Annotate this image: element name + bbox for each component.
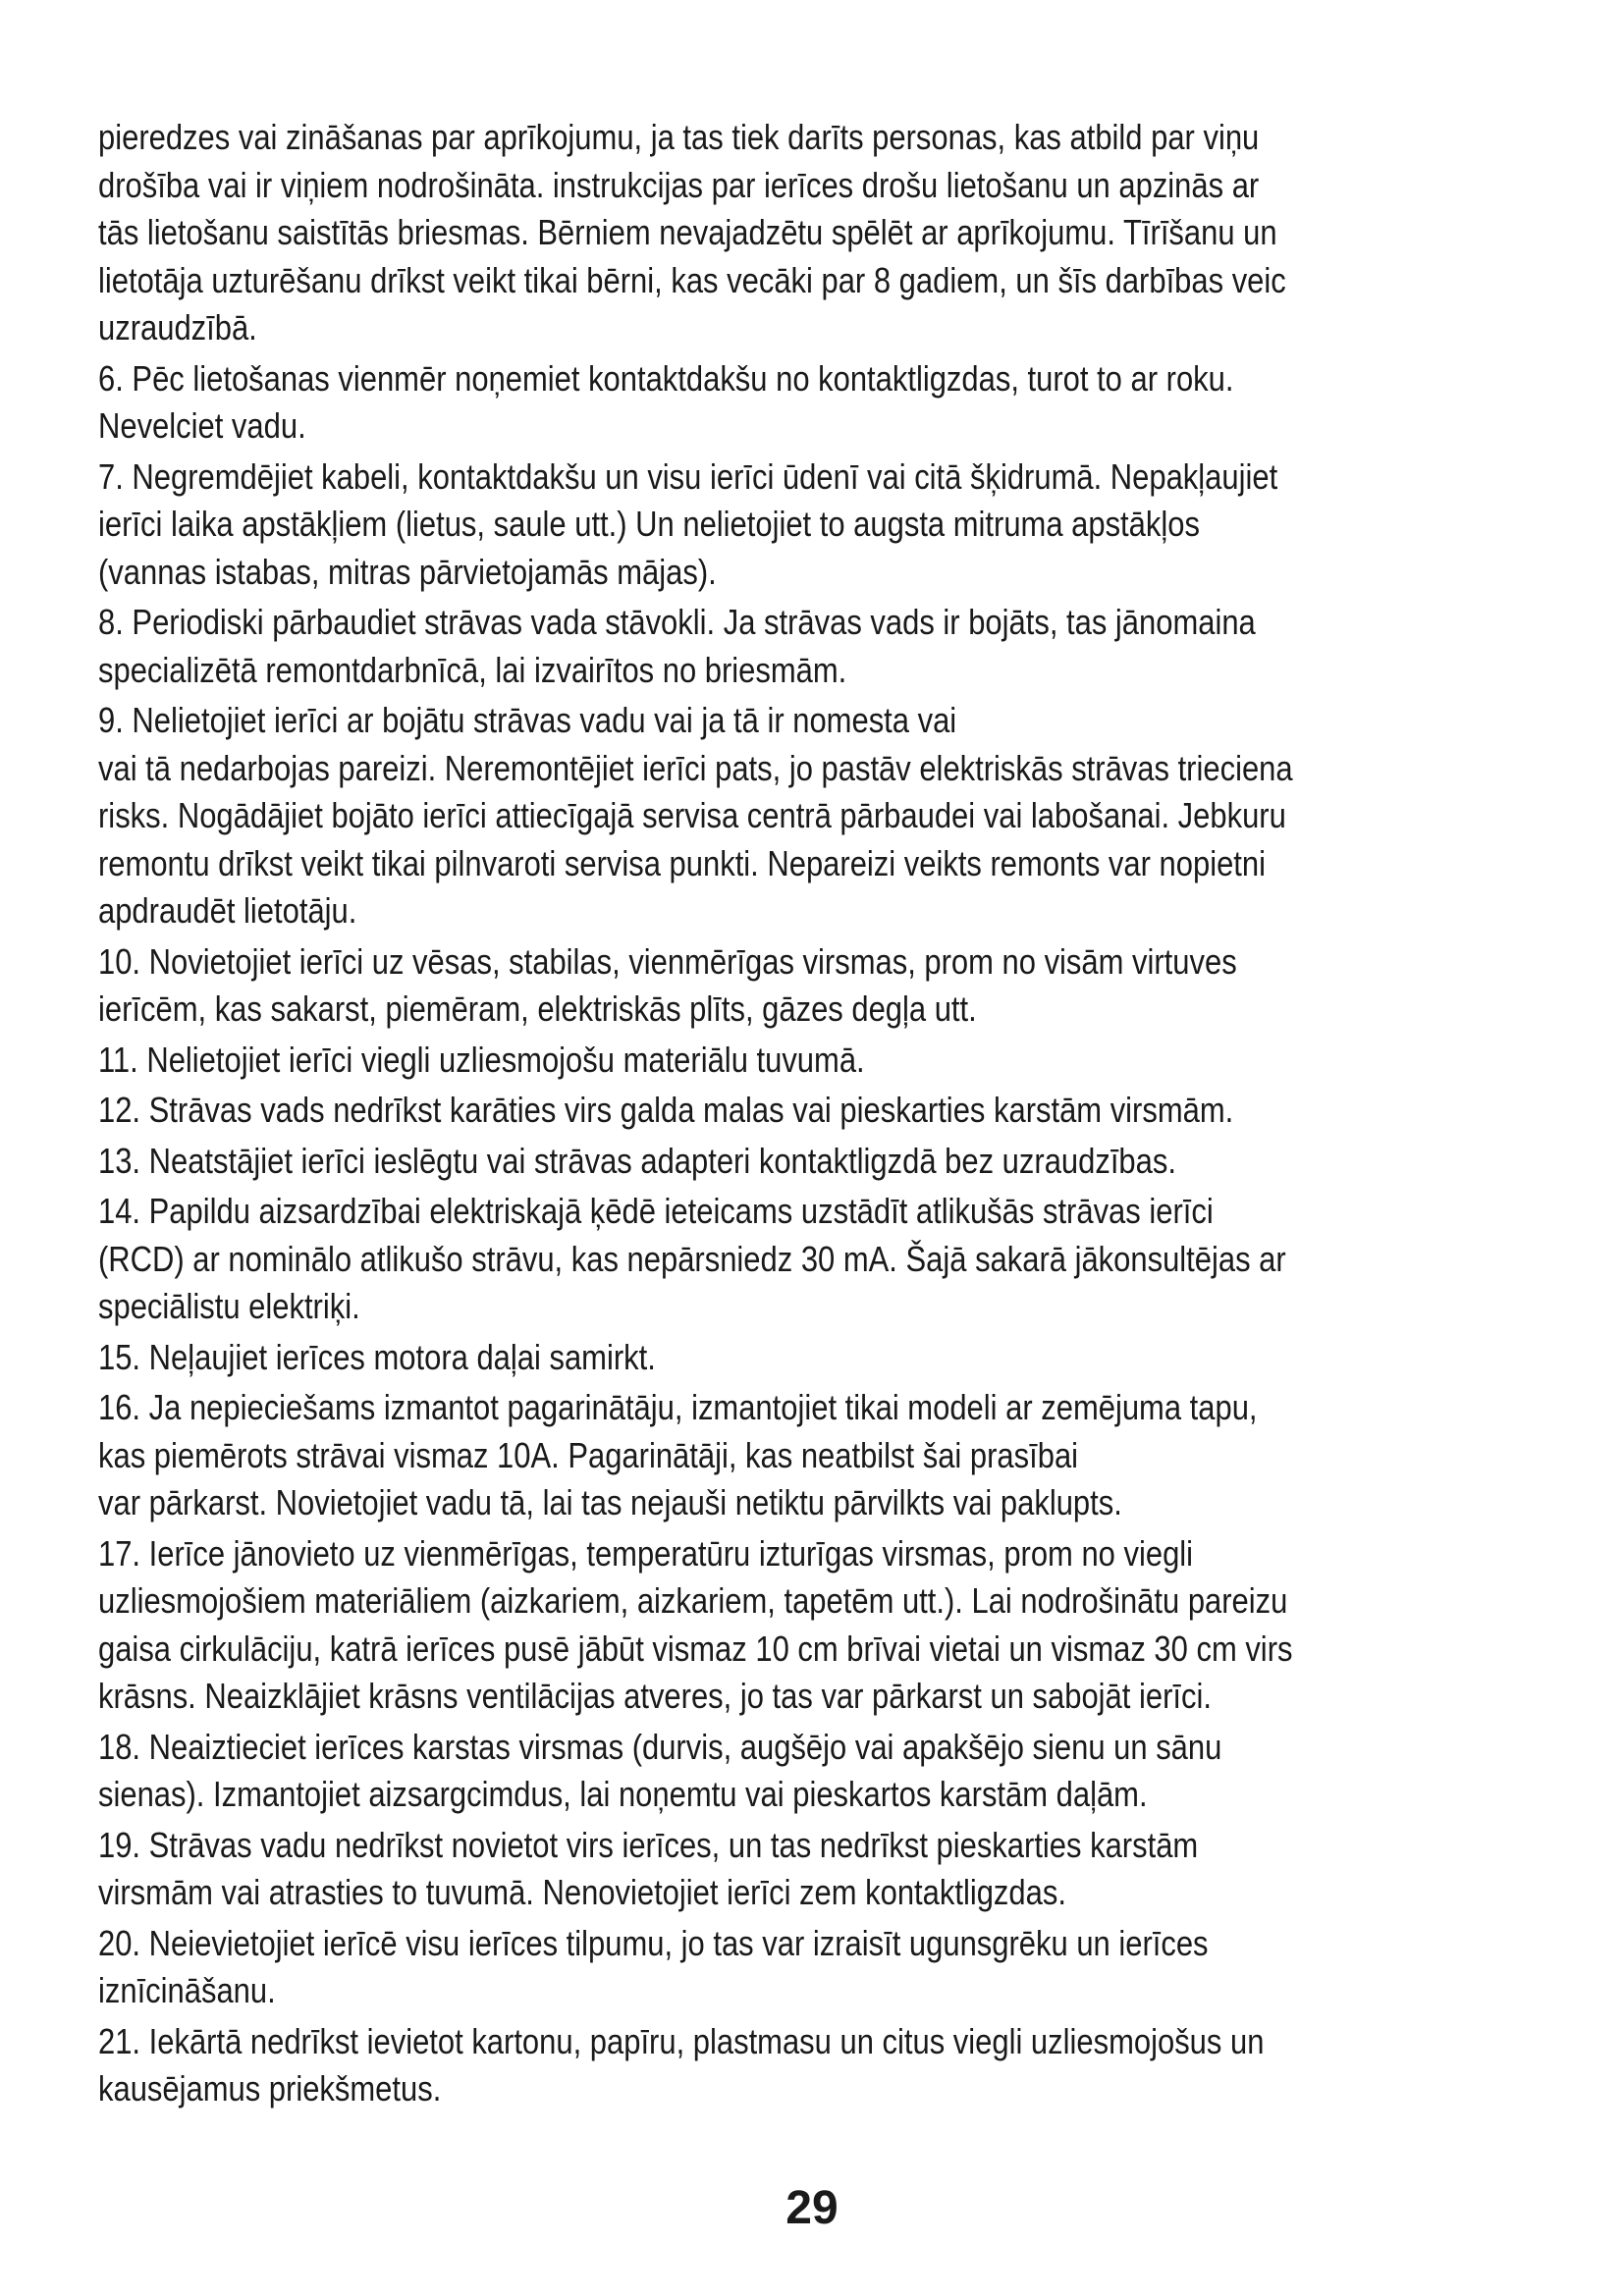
text-line: 13. Neatstājiet ierīci ieslēgtu vai strāvas adapteri kontaktligzdā bez uzraudzības. xyxy=(98,1140,1176,1181)
paragraph xyxy=(98,1138,1532,1186)
text-line: vai tā nedarbojas pareizi. Neremontējiet ierīci pats, jo pastāv elektriskās strāvas trieciena xyxy=(98,747,1293,788)
text-line: (vannas istabas, mitras pārvietojamās mājas). xyxy=(98,551,717,592)
text-line: 17. Ierīce jānovieto uz vienmērīgas, temperatūru izturīgas virsmas, prom no viegli xyxy=(98,1532,1194,1574)
text-line: 14. Papildu aizsardzībai elektriskajā ķēdē ieteicams uzstādīt atlikušās strāvas ierīci xyxy=(98,1191,1214,1231)
text-line: 19. Strāvas vadu nedrīkst novietot virs ierīces, un tas nedrīkst pieskarties karstām xyxy=(98,1824,1199,1865)
text-line: ierīci laika apstākļiem (lietus, saule utt.) Un nelietojiet to augsta mitruma apstākļos xyxy=(98,504,1200,544)
paragraph xyxy=(98,938,1532,1034)
paragraph xyxy=(98,1530,1532,1721)
paragraph xyxy=(98,114,1532,352)
text-line: gaisa cirkulāciju, katrā ierīces pusē jābūt vismaz 10 cm brīvai vietai un vismaz 30 cm virs xyxy=(98,1628,1293,1669)
text-line: 8. Periodiski pārbaudiet strāvas vada stāvokli. Ja strāvas vads ir bojāts, tas jānomaina xyxy=(98,602,1256,642)
text-line: 20. Neievietojiet ierīcē visu ierīces tilpumu, jo tas var izraisīt ugunsgrēku un ierīces xyxy=(98,1922,1209,1963)
text-line: specializētā remontdarbnīcā, lai izvairītos no briesmām. xyxy=(98,649,847,690)
paragraph xyxy=(98,1384,1532,1527)
paragraph xyxy=(98,1037,1532,1085)
text-line: var pārkarst. Novietojiet vadu tā, lai tas nejauši netiktu pārvilkts vai paklupts. xyxy=(98,1482,1122,1522)
text-line: 12. Strāvas vads nedrīkst karāties virs galda malas vai pieskarties karstām virsmām. xyxy=(98,1090,1234,1130)
text-line: kas piemērots strāvai vismaz 10A. Pagarinātāji, kas neatbilst šai prasībai xyxy=(98,1434,1079,1475)
paragraph xyxy=(98,1188,1532,1331)
text-line: uzraudzībā. xyxy=(98,307,257,347)
text-line: pieredzes vai zināšanas par aprīkojumu, ja tas tiek darīts personas, kas atbild par viņu xyxy=(98,117,1260,157)
paragraph xyxy=(98,454,1532,597)
paragraph xyxy=(98,1920,1532,2015)
text-line: sienas). Izmantojiet aizsargcimdus, lai noņemtu vai pieskartos karstām daļām. xyxy=(98,1774,1148,1814)
paragraph xyxy=(98,2018,1532,2113)
text-line: tās lietošanu saistītās briesmas. Bērniem nevajadzētu spēlēt ar aprīkojumu. Tīrīšanu un xyxy=(98,212,1277,252)
paragraph xyxy=(98,697,1532,935)
paragraph xyxy=(98,1334,1532,1382)
paragraph xyxy=(98,355,1532,451)
text-line: 11. Nelietojiet ierīci viegli uzliesmojošu materiālu tuvumā. xyxy=(98,1039,865,1080)
text-line: speciālistu elektriķi. xyxy=(98,1286,360,1326)
paragraph xyxy=(98,1724,1532,1819)
text-line: ierīcēm, kas sakarst, piemēram, elektriskās plīts, gāzes degļa utt. xyxy=(98,988,977,1029)
text-line: 9. Nelietojiet ierīci ar bojātu strāvas vadu vai ja tā ir nomesta vai xyxy=(98,700,957,740)
text-line: 16. Ja nepieciešams izmantot pagarinātāju, izmantojiet tikai modeli ar zemējuma tapu, xyxy=(98,1387,1258,1427)
text-line: virsmām vai atrasties to tuvumā. Nenovietojiet ierīci zem kontaktligzdas. xyxy=(98,1872,1066,1912)
text-line: remontu drīkst veikt tikai pilnvaroti servisa punkti. Nepareizi veikts remonts var nopietni xyxy=(98,842,1267,883)
text-line: krāsns. Neaizklājiet krāsns ventilācijas atveres, jo tas var pārkarst un sabojāt ierīci. xyxy=(98,1676,1212,1716)
text-line: Nevelciet vadu. xyxy=(98,405,306,446)
text-line: risks. Nogādājiet bojāto ierīci attiecīgajā servisa centrā pārbaudei vai labošanai. Jebkuru xyxy=(98,795,1286,835)
text-line: 7. Negremdējiet kabeli, kontaktdakšu un visu ierīci ūdenī vai citā šķidrumā. Nepakļaujiet xyxy=(98,455,1278,497)
text-line: (RCD) ar nominālo atlikušo strāvu, kas nepārsniedz 30 mA. Šajā sakarā jākonsultējas ar xyxy=(98,1238,1286,1279)
paragraph xyxy=(98,1822,1532,1917)
text-line: kausējamus priekšmetus. xyxy=(98,2068,442,2109)
text-line: uzliesmojošiem materiāliem (aizkariem, aizkariem, tapetēm utt.). Lai nodrošinātu pareizu xyxy=(98,1580,1288,1621)
page-number: 29 xyxy=(785,2182,839,2234)
text-line: 15. Neļaujiet ierīces motora daļai samirkt. xyxy=(98,1336,656,1377)
text-line: 18. Neaiztieciet ierīces karstas virsmas (durvis, augšējo vai apakšējo sienu un sānu xyxy=(98,1726,1222,1767)
text-line: 21. Iekārtā nedrīkst ievietot kartonu, papīru, plastmasu un citus viegli uzliesmojošus un xyxy=(98,2020,1265,2061)
text-line: lietotāja uzturēšanu drīkst veikt tikai bērni, kas vecāki par 8 gadiem, un šīs darbības veic xyxy=(98,259,1286,300)
paragraph xyxy=(98,1087,1532,1135)
paragraph xyxy=(98,599,1532,694)
text-line: apdraudēt lietotāju. xyxy=(98,890,357,931)
document-body xyxy=(98,114,1532,2116)
text-line: drošība vai ir viņiem nodrošināta. instrukcijas par ierīces drošu lietošanu un apzinās ar xyxy=(98,164,1260,205)
text-line: iznīcināšanu. xyxy=(98,1970,276,2010)
text-line: 10. Novietojiet ierīci uz vēsas, stabilas, vienmērīgas virsmas, prom no visām virtuves xyxy=(98,940,1237,982)
text-line: 6. Pēc lietošanas vienmēr noņemiet kontaktdakšu no kontaktligzdas, turot to ar roku. xyxy=(98,357,1234,399)
